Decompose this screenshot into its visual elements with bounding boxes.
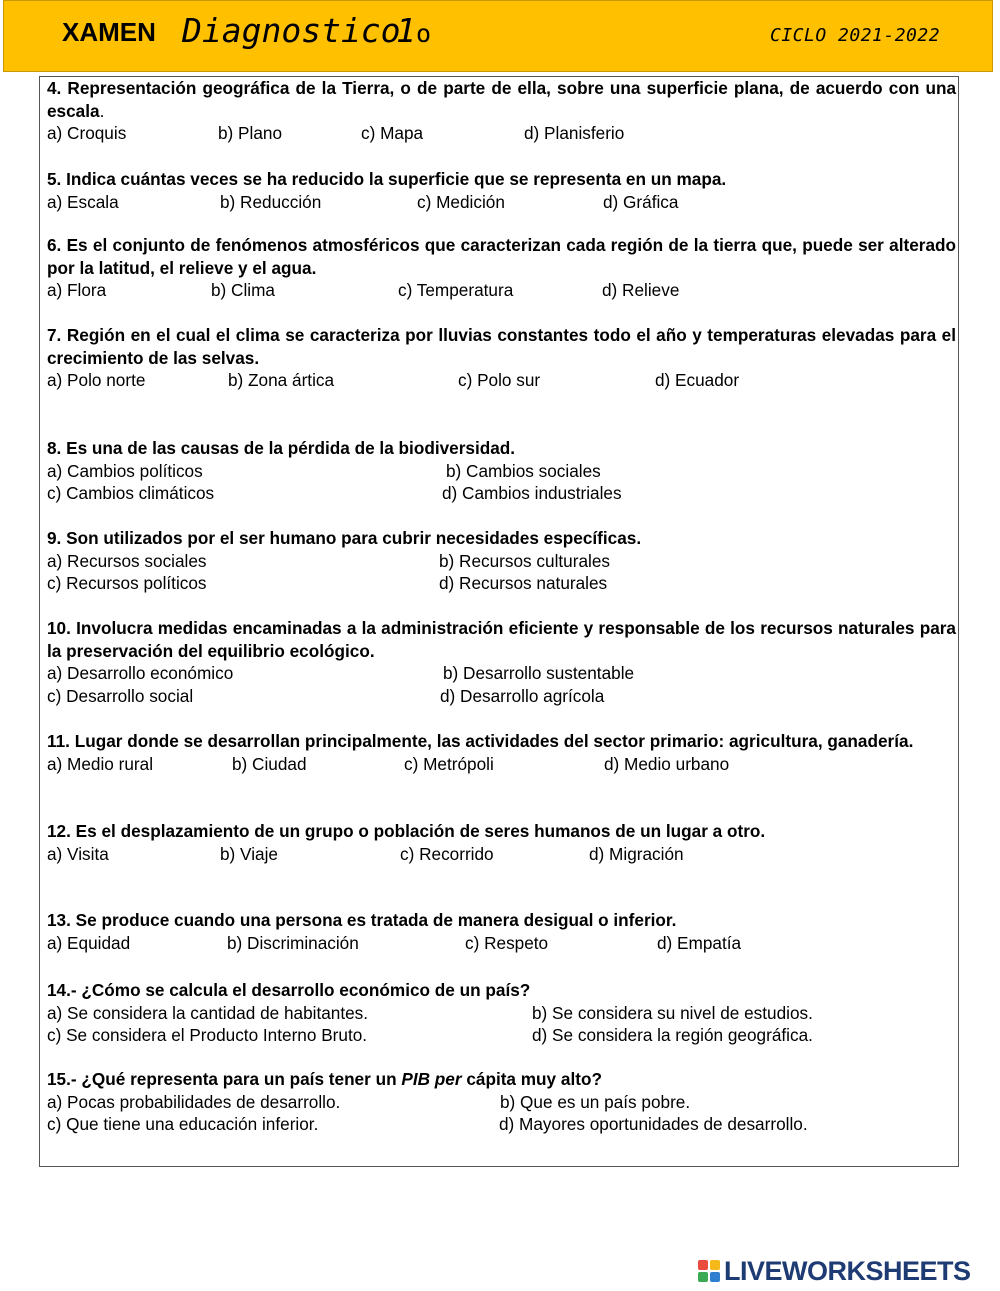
option-d[interactable]: d) Recursos naturales (439, 573, 608, 593)
option-a[interactable]: a) Se considera la cantidad de habitantes. (47, 1002, 369, 1023)
question-text: 14.- ¿Cómo se calcula el desarrollo económico de un país? (47, 980, 531, 1000)
question-text-pre: 15.- ¿Qué representa para un país tener un (47, 1069, 402, 1089)
header-title-italic: Diagnostico (182, 11, 401, 50)
option-b[interactable]: b) Reducción (220, 191, 322, 212)
logo-grid-icon (698, 1260, 720, 1282)
option-d[interactable]: d) Se considera la región geográfica. (532, 1025, 813, 1045)
question-text-emphasis: PIB per (401, 1069, 462, 1089)
question-text-post: cápita muy alto? (461, 1069, 602, 1089)
option-d[interactable]: d) Planisferio (524, 123, 625, 143)
option-c[interactable]: c) Polo sur (458, 370, 541, 390)
question-8 (47, 437, 956, 505)
option-b[interactable]: b) Clima (211, 280, 275, 300)
option-b[interactable]: b) Ciudad (232, 753, 307, 774)
question-text: 10. Involucra medidas encaminadas a la administración eficiente y responsable de los recursos naturales para la preservación del equilibrio ecológico. (47, 618, 956, 661)
option-a[interactable]: a) Equidad (47, 932, 131, 953)
option-b[interactable]: b) Que es un país pobre. (500, 1091, 691, 1112)
option-c[interactable]: c) Metrópoli (404, 753, 494, 774)
option-c[interactable]: c) Respeto (465, 932, 549, 953)
option-d[interactable]: d) Relieve (602, 280, 680, 300)
option-c[interactable]: c) Medición (417, 191, 505, 212)
question-14 (47, 979, 956, 1047)
option-b[interactable]: b) Zona ártica (228, 370, 335, 390)
option-a[interactable]: a) Flora (47, 280, 107, 300)
header-banner (3, 0, 993, 72)
option-b[interactable]: b) Cambios sociales (446, 460, 601, 481)
question-6 (47, 234, 956, 302)
question-10 (47, 617, 956, 707)
question-7 (47, 324, 956, 392)
option-c[interactable]: c) Que tiene una educación inferior. (47, 1114, 319, 1134)
question-13 (47, 909, 956, 954)
option-a[interactable]: a) Recursos sociales (47, 550, 207, 571)
option-b[interactable]: b) Recursos culturales (439, 550, 610, 571)
option-c[interactable]: c) Recorrido (400, 843, 494, 864)
option-c[interactable]: c) Recursos políticos (47, 573, 207, 593)
question-4 (47, 77, 956, 145)
option-d[interactable]: d) Medio urbano (604, 753, 730, 774)
option-a[interactable]: a) Pocas probabilidades de desarrollo. (47, 1091, 341, 1112)
option-d[interactable]: d) Gráfica (603, 191, 679, 212)
question-text: 9. Son utilizados por el ser humano para cubrir necesidades específicas. (47, 528, 642, 548)
option-b[interactable]: b) Discriminación (227, 932, 359, 953)
option-b[interactable]: b) Plano (218, 123, 283, 143)
option-a[interactable]: a) Visita (47, 843, 109, 864)
question-text: 12. Es el desplazamiento de un grupo o población de seres humanos de un lugar a otro. (47, 821, 766, 841)
option-b[interactable]: b) Se considera su nivel de estudios. (532, 1002, 813, 1023)
option-a[interactable]: a) Cambios políticos (47, 460, 203, 481)
question-text: 5. Indica cuántas veces se ha reducido la superficie que se representa en un mapa. (47, 169, 727, 189)
option-d[interactable]: d) Mayores oportunidades de desarrollo. (499, 1114, 808, 1134)
option-c[interactable]: c) Cambios climáticos (47, 483, 215, 503)
option-c[interactable]: c) Desarrollo social (47, 685, 194, 706)
question-5 (47, 168, 956, 213)
option-c[interactable]: c) Se considera el Producto Interno Bruto. (47, 1025, 368, 1045)
question-text: 13. Se produce cuando una persona es tratada de manera desigual o inferior. (47, 910, 677, 930)
question-text-tail: . (99, 100, 105, 121)
option-b[interactable]: b) Desarrollo sustentable (443, 663, 635, 683)
option-a[interactable]: a) Escala (47, 191, 119, 212)
question-text: 11. Lugar donde se desarrollan principalmente, las actividades del sector primario: agricultura, ganadería. (47, 731, 914, 751)
question-text: 7. Región en el cual el clima se caracteriza por lluvias constantes todo el año y temperaturas elevadas para el crecimiento de las selvas. (47, 325, 956, 368)
option-c[interactable]: c) Mapa (361, 123, 424, 143)
option-d[interactable]: d) Ecuador (655, 370, 740, 390)
option-d[interactable]: d) Empatía (657, 932, 742, 953)
option-d[interactable]: d) Migración (589, 843, 684, 864)
header-cycle: CICLO 2021-2022 (770, 25, 941, 46)
question-text: 4. Representación geográfica de la Tierra, o de parte de ella, sobre una superficie plana, de acuerdo con una escala (47, 78, 956, 121)
question-text: 8. Es una de las causas de la pérdida de la biodiversidad. (47, 438, 516, 458)
question-12 (47, 820, 956, 865)
option-b[interactable]: b) Viaje (220, 843, 278, 864)
option-d[interactable]: d) Cambios industriales (442, 483, 622, 503)
option-a[interactable]: a) Medio rural (47, 753, 154, 774)
logo-text: LIVEWORKSHEETS (724, 1256, 971, 1286)
question-9 (47, 527, 956, 595)
header-title-suffix: o (416, 19, 432, 48)
question-text: 6. Es el conjunto de fenómenos atmosféricos que caracterizan cada región de la tierra que, puede ser alterado por la latitud, el relieve y el agua. (47, 235, 956, 278)
question-15 (47, 1068, 956, 1136)
question-11 (47, 730, 956, 775)
header-title-bold: XAMEN (62, 17, 156, 47)
header-title-number: 1 (396, 11, 416, 50)
option-c[interactable]: c) Temperatura (398, 280, 514, 300)
option-a[interactable]: a) Croquis (47, 123, 127, 143)
option-d[interactable]: d) Desarrollo agrícola (440, 685, 605, 706)
option-a[interactable]: a) Polo norte (47, 370, 146, 390)
option-a[interactable]: a) Desarrollo económico (47, 663, 234, 683)
